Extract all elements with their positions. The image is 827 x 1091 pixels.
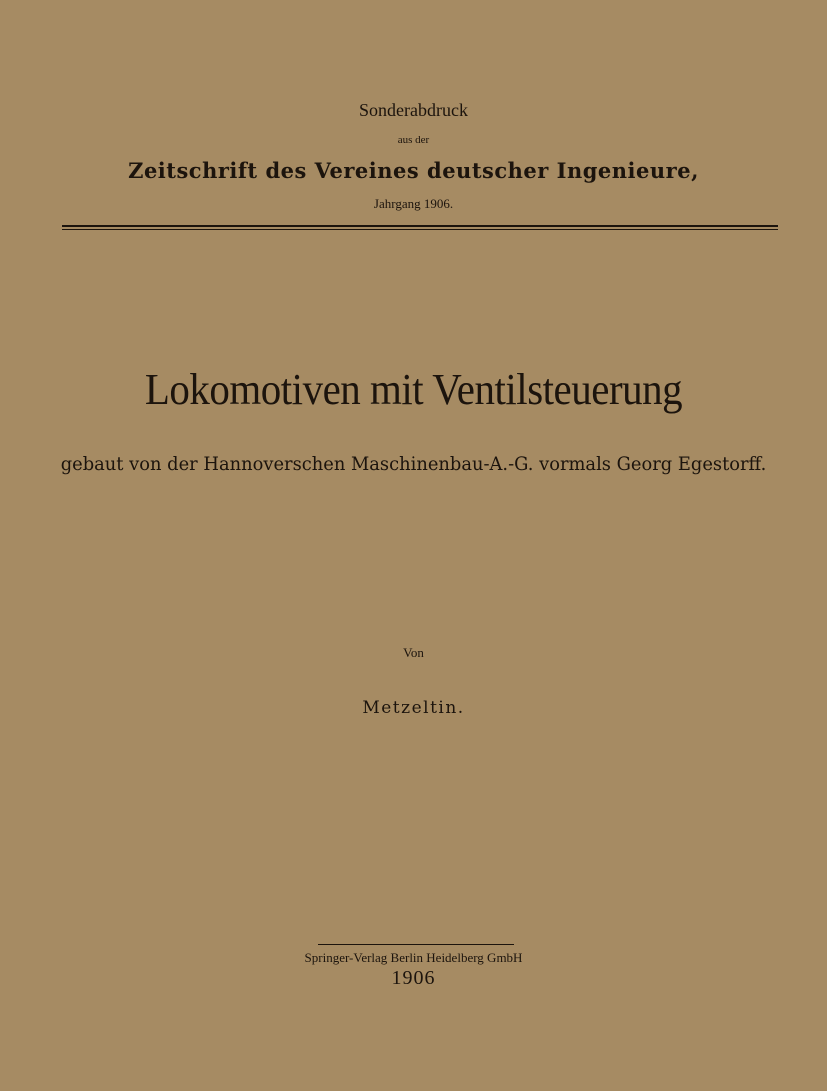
von-label: Von [403,645,424,660]
book-title: Lokomotiven mit Ventilsteuerung [144,365,683,414]
publication-year: 1906 [391,967,436,989]
header-double-rule [62,225,778,230]
journal-name: Zeitschrift des Vereines deutscher Ingenieure, [128,158,699,183]
publisher-name: Springer-Verlag Berlin Heidelberg GmbH [304,950,523,965]
book-subtitle: gebaut von der Hannoverschen Maschinenbau-A.-G. vormals Georg Egestorff. [60,453,767,475]
author-name: Metzeltin. [362,698,465,718]
aus-der-label: aus der [397,134,430,146]
jahrgang-label: Jahrgang 1906. [373,196,454,211]
sonderabdruck-label: Sonderabdruck [359,100,468,120]
publisher-rule [318,944,514,945]
